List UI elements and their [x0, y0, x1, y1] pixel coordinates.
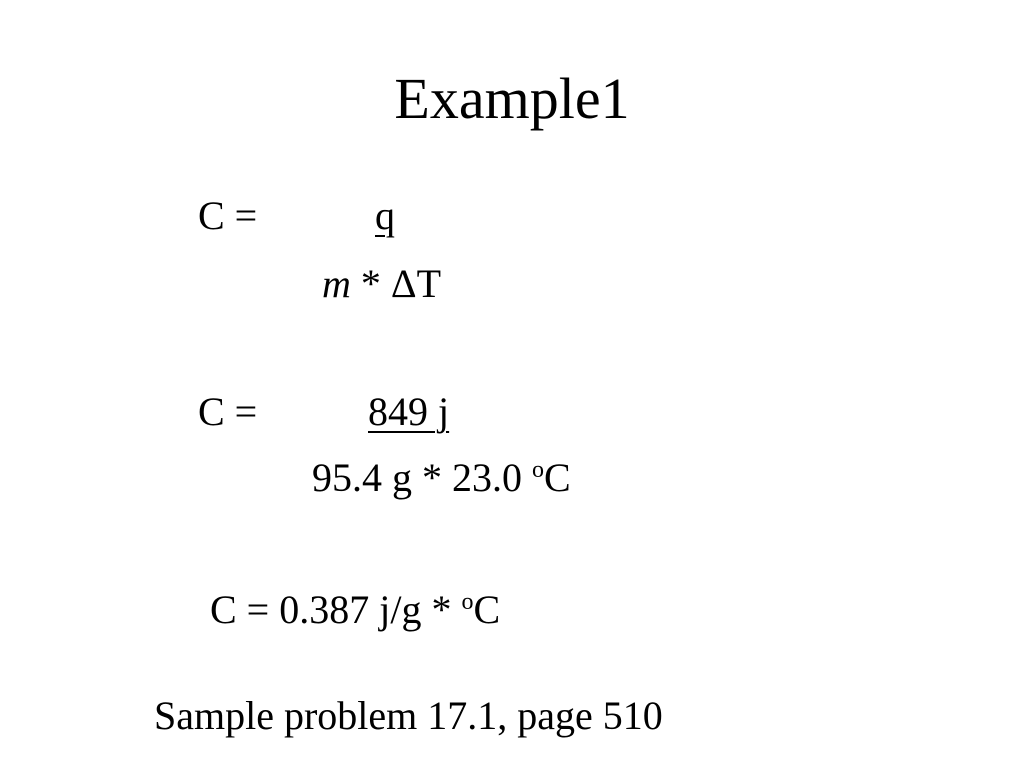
formula-denominator-rest: * ΔT	[350, 261, 442, 306]
substitution-denominator-prefix: 95.4 g * 23.0	[312, 455, 532, 500]
formula-numerator	[300, 193, 470, 238]
source-reference: Sample problem 17.1, page 510	[154, 693, 663, 738]
substitution-lhs: C =	[198, 389, 258, 434]
result-suffix: C	[473, 587, 501, 632]
substitution-numerator-text: 849 j	[368, 389, 450, 434]
formula-denominator	[322, 261, 442, 306]
formula-mass-symbol: m	[322, 261, 351, 306]
formula-numerator-text: q	[375, 193, 395, 238]
result-line	[210, 587, 501, 632]
result-text: C = 0.387 j/g *	[210, 587, 462, 632]
substitution-denominator	[312, 455, 571, 500]
formula-lhs: C =	[198, 193, 258, 238]
substitution-numerator	[300, 389, 572, 434]
degree-symbol: o	[532, 457, 544, 483]
substitution-denominator-suffix: C	[544, 455, 571, 500]
degree-symbol: o	[461, 589, 474, 615]
slide-title: Example1	[394, 66, 630, 131]
